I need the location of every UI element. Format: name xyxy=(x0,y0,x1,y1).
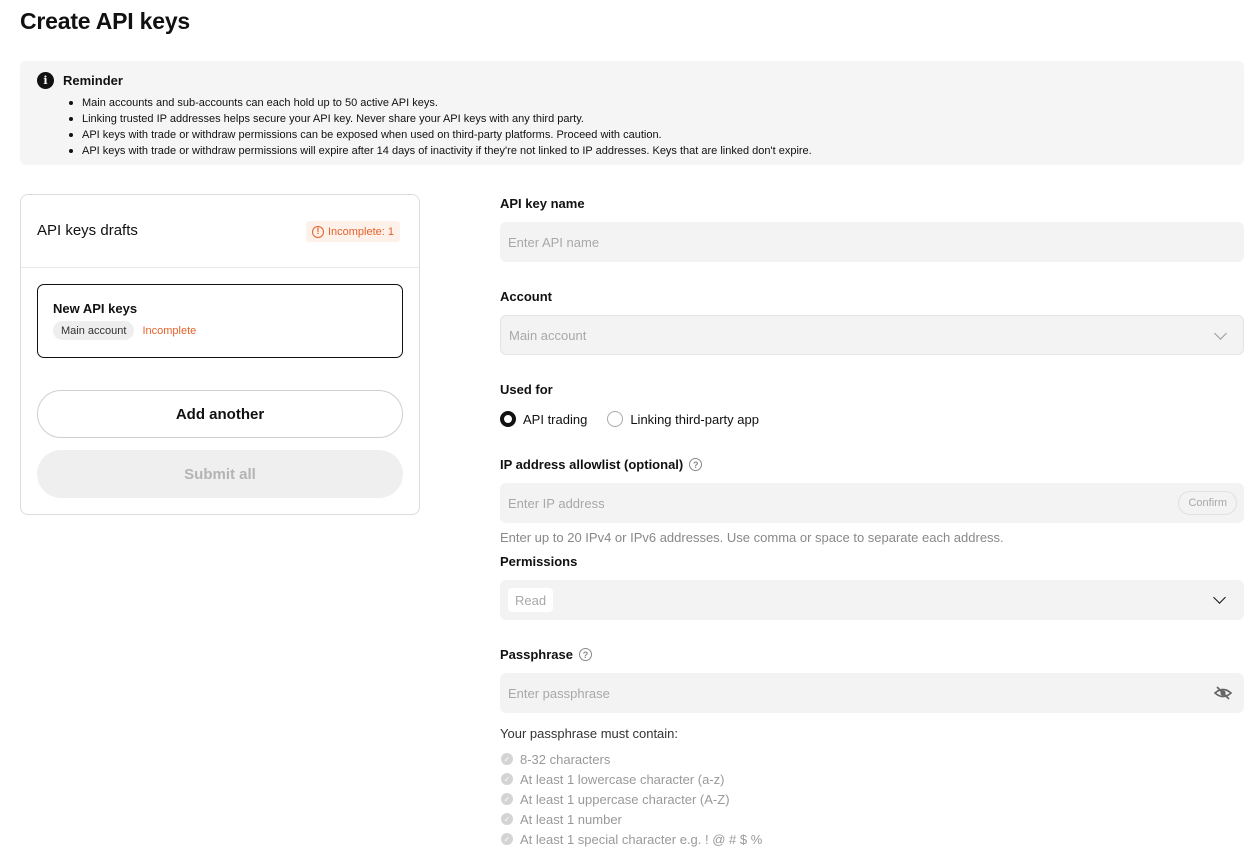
draft-account-tag: Main account xyxy=(53,321,134,340)
check-icon: ✓ xyxy=(501,813,513,825)
draft-name: New API keys xyxy=(53,301,138,316)
api-name-input[interactable] xyxy=(500,222,1244,262)
passphrase-input[interactable] xyxy=(500,673,1244,713)
check-icon: ✓ xyxy=(501,753,513,765)
ip-allowlist-label xyxy=(500,457,702,472)
api-key-name-label-text: API key name xyxy=(500,196,585,211)
ip-allowlist-label-text: IP address allowlist (optional) xyxy=(500,457,684,472)
ip-help-text: Enter up to 20 IPv4 or IPv6 addresses. Use comma or space to separate each address. xyxy=(500,530,1004,545)
radio-selected-icon xyxy=(500,411,516,427)
drafts-header xyxy=(21,195,419,268)
radio-unselected-icon xyxy=(607,411,623,427)
eye-off-icon[interactable] xyxy=(1214,685,1232,701)
check-icon: ✓ xyxy=(501,793,513,805)
warning-icon: ! xyxy=(312,226,324,238)
page-title: Create API keys xyxy=(20,8,191,34)
info-icon: i xyxy=(37,72,54,89)
radio-linking-third-party[interactable] xyxy=(607,411,759,427)
reminder-panel xyxy=(20,61,1244,165)
add-another-button[interactable]: Add another xyxy=(37,390,403,438)
account-select-value: Main account xyxy=(509,327,587,343)
chevron-down-icon xyxy=(1214,327,1227,340)
permissions-label xyxy=(500,554,577,569)
help-icon[interactable]: ? xyxy=(689,458,702,471)
incomplete-badge-label: Incomplete: 1 xyxy=(327,225,394,238)
reminder-item: Main accounts and sub-accounts can each hold up to 50 active API keys. xyxy=(82,95,812,111)
ip-address-input[interactable] xyxy=(500,483,1244,523)
permissions-select[interactable] xyxy=(500,580,1244,620)
passphrase-rule-text: At least 1 lowercase character (a-z) xyxy=(520,771,725,787)
passphrase-rule xyxy=(501,789,762,809)
reminder-item: Linking trusted IP addresses helps secure your API key. Never share your API keys with any third party. xyxy=(82,111,812,127)
api-name-placeholder: Enter API name xyxy=(508,234,600,250)
submit-all-button[interactable]: Submit all xyxy=(37,450,403,498)
passphrase-rules-list xyxy=(501,749,762,849)
passphrase-rule-text: At least 1 number xyxy=(520,811,622,827)
reminder-item: API keys with trade or withdraw permissions will expire after 14 days of inactivity if they're not linked to IP addresses. Keys that are linked don't expire. xyxy=(82,145,812,157)
incomplete-badge xyxy=(306,221,400,242)
reminder-list xyxy=(82,95,812,159)
ip-address-placeholder: Enter IP address xyxy=(508,495,605,511)
account-label xyxy=(500,289,552,304)
passphrase-rule xyxy=(501,769,762,789)
account-select[interactable] xyxy=(500,315,1244,355)
permissions-label-text: Permissions xyxy=(500,554,578,569)
reminder-title: Reminder xyxy=(63,73,123,88)
help-icon[interactable]: ? xyxy=(579,648,592,661)
account-label-text: Account xyxy=(500,289,552,304)
passphrase-rule xyxy=(501,809,762,829)
radio-linking-third-party-label: Linking third-party app xyxy=(630,411,759,427)
draft-status-tag: Incomplete xyxy=(142,324,197,337)
used-for-label xyxy=(500,382,553,397)
passphrase-rule xyxy=(501,749,762,769)
passphrase-rules-title: Your passphrase must contain: xyxy=(500,726,679,741)
confirm-ip-button[interactable]: Confirm xyxy=(1178,491,1237,515)
drafts-title: API keys drafts xyxy=(37,222,138,239)
check-icon: ✓ xyxy=(501,773,513,785)
passphrase-label-text: Passphrase xyxy=(500,647,573,662)
draft-card[interactable] xyxy=(37,284,403,358)
passphrase-rule xyxy=(501,829,762,849)
radio-api-trading-label: API trading xyxy=(523,411,588,427)
radio-api-trading[interactable] xyxy=(500,411,587,427)
used-for-radio-group xyxy=(500,411,779,427)
chevron-down-icon xyxy=(1213,591,1226,604)
passphrase-rule-text: At least 1 uppercase character (A-Z) xyxy=(520,791,730,807)
reminder-item: API keys with trade or withdraw permissions can be exposed when used on third-party platforms. Proceed with caution. xyxy=(82,127,812,143)
passphrase-rule-text: 8-32 characters xyxy=(520,751,611,767)
permission-chip-read: Read xyxy=(508,588,553,612)
api-key-name-label xyxy=(500,196,585,211)
passphrase-label xyxy=(500,647,592,662)
drafts-panel xyxy=(20,194,420,515)
passphrase-rule-text: At least 1 special character e.g. ! @ # $ % xyxy=(520,831,763,847)
used-for-label-text: Used for xyxy=(500,382,553,397)
passphrase-placeholder: Enter passphrase xyxy=(508,685,610,701)
check-icon: ✓ xyxy=(501,833,513,845)
